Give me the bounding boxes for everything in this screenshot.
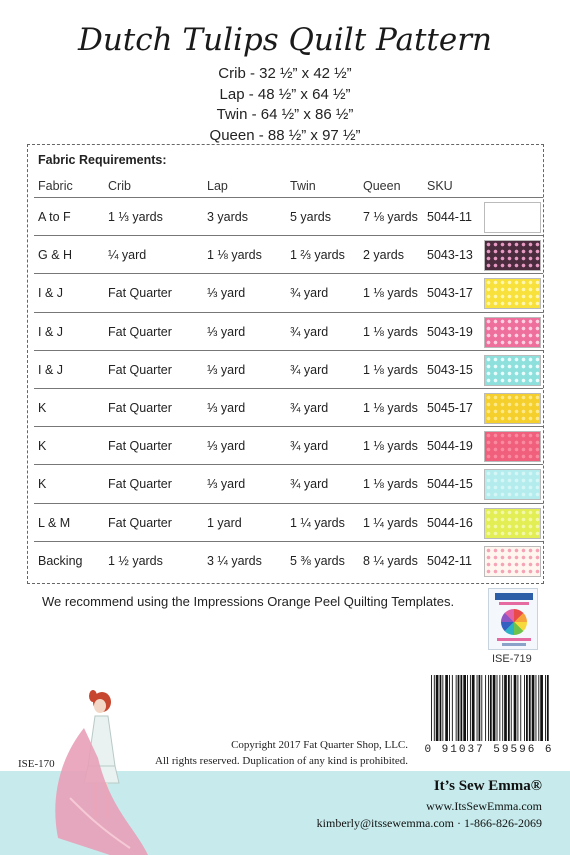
barcode-bar bbox=[490, 675, 492, 741]
barcode-bar bbox=[456, 675, 457, 741]
barcode-bar bbox=[526, 675, 528, 741]
package-script bbox=[499, 602, 529, 605]
barcode-bar bbox=[514, 675, 517, 741]
barcode-bar bbox=[472, 675, 475, 741]
table-row bbox=[34, 426, 543, 464]
cell-sku: 5043-15 bbox=[427, 362, 473, 377]
cell-fabric: K bbox=[38, 477, 47, 492]
fabric-swatch bbox=[484, 469, 541, 500]
fabric-swatch bbox=[484, 317, 541, 348]
cell-fabric: A to F bbox=[38, 210, 71, 224]
table-row bbox=[34, 235, 543, 273]
requirements-title: Fabric Requirements: bbox=[38, 153, 167, 167]
cell-sku: 5043-13 bbox=[427, 248, 473, 263]
fabric-swatch bbox=[484, 202, 541, 233]
page-title: Dutch Tulips Quilt Pattern bbox=[77, 22, 493, 58]
size-list bbox=[0, 64, 570, 146]
cell-queen: 1 ⅛ yards bbox=[363, 439, 418, 454]
package-caption bbox=[497, 638, 531, 641]
cell-twin: ¾ yard bbox=[290, 324, 329, 339]
cell-fabric: I & J bbox=[38, 362, 64, 377]
cell-queen: 1 ⅛ yards bbox=[363, 401, 418, 415]
fabric-requirements-card bbox=[27, 144, 544, 584]
barcode-bar bbox=[497, 675, 498, 741]
barcode-bar bbox=[479, 675, 481, 741]
cell-lap: ⅓ yard bbox=[207, 439, 246, 454]
cell-crib: Fat Quarter bbox=[108, 515, 172, 530]
barcode-bar bbox=[540, 675, 543, 741]
barcode-bar bbox=[538, 675, 539, 741]
cell-lap: 3 ¼ yards bbox=[207, 553, 262, 568]
cell-twin: 1 ⅔ yards bbox=[290, 248, 345, 263]
cell-crib: Fat Quarter bbox=[108, 324, 172, 339]
barcode-bar bbox=[517, 675, 518, 741]
cell-fabric: K bbox=[38, 401, 47, 415]
cell-lap: 3 yards bbox=[207, 210, 248, 224]
cell-crib: Fat Quarter bbox=[108, 362, 172, 377]
barcode-bar bbox=[545, 675, 546, 741]
cell-queen: 1 ¼ yards bbox=[363, 515, 418, 530]
header-sku: SKU bbox=[427, 179, 453, 193]
barcode-bar bbox=[493, 675, 496, 741]
cell-twin: ¾ yard bbox=[290, 439, 329, 454]
cell-sku: 5044-11 bbox=[427, 210, 472, 224]
barcode-bar bbox=[449, 675, 450, 741]
orange-peel-flower-icon bbox=[501, 609, 527, 635]
cell-crib: 1 ½ yards bbox=[108, 553, 163, 568]
table-row bbox=[34, 197, 543, 235]
fabric-swatch bbox=[484, 546, 541, 577]
barcode bbox=[421, 673, 557, 759]
barcode-bar bbox=[511, 675, 512, 741]
barcode-bar bbox=[440, 675, 442, 741]
barcode-bar bbox=[463, 675, 466, 741]
barcode-bar bbox=[467, 675, 468, 741]
cell-fabric: L & M bbox=[38, 515, 71, 530]
cell-sku: 5044-15 bbox=[427, 477, 473, 492]
table-row bbox=[34, 350, 543, 388]
contact-info: kimberly@itssewemma.com · 1-866-826-2069 bbox=[316, 816, 542, 830]
cell-queen: 1 ⅛ yards bbox=[363, 324, 418, 339]
barcode-bar bbox=[536, 675, 537, 741]
cell-crib: Fat Quarter bbox=[108, 477, 172, 492]
fabric-swatch bbox=[484, 240, 541, 271]
cell-twin: 5 yards bbox=[290, 210, 331, 224]
size-lap: Lap - 48 ½” x 64 ½” bbox=[219, 85, 351, 103]
header-fabric: Fabric bbox=[38, 179, 73, 193]
cell-sku: 5044-19 bbox=[427, 439, 473, 454]
girl-with-blanket-illustration bbox=[40, 688, 160, 855]
barcode-bar bbox=[547, 675, 549, 741]
cell-crib: Fat Quarter bbox=[108, 401, 172, 415]
cell-crib: 1 ⅓ yards bbox=[108, 210, 163, 224]
template-sku: ISE-719 bbox=[492, 653, 532, 665]
cell-crib: Fat Quarter bbox=[108, 439, 172, 454]
fabric-swatch bbox=[484, 355, 541, 386]
brand-name: It’s Sew Emma® bbox=[433, 778, 542, 794]
cell-lap: 1 yard bbox=[207, 515, 242, 530]
barcode-bar bbox=[434, 675, 435, 741]
barcode-bar bbox=[520, 675, 521, 741]
barcode-bar bbox=[502, 675, 503, 741]
barcode-bar bbox=[488, 675, 489, 741]
cell-fabric: G & H bbox=[38, 248, 73, 263]
fabric-swatch bbox=[484, 278, 541, 309]
table-row bbox=[34, 388, 543, 426]
cell-twin: ¾ yard bbox=[290, 477, 329, 492]
cell-twin: ¾ yard bbox=[290, 286, 329, 301]
size-twin: Twin - 64 ½” x 86 ½” bbox=[216, 106, 354, 123]
barcode-bar bbox=[524, 675, 525, 741]
cell-queen: 1 ⅛ yards bbox=[363, 477, 418, 492]
copyright-line-1: Copyright 2017 Fat Quarter Shop, LLC. bbox=[231, 739, 408, 751]
barcode-bar bbox=[445, 675, 448, 741]
copyright-line-2: All rights reserved. Duplication of any kind is prohibited. bbox=[155, 755, 408, 767]
cell-queen: 8 ¼ yards bbox=[363, 553, 418, 568]
barcode-bar bbox=[470, 675, 471, 741]
pattern-code: ISE-170 bbox=[18, 758, 55, 770]
barcode-bar bbox=[431, 675, 432, 741]
barcode-bars bbox=[429, 675, 549, 741]
cell-sku: 5043-17 bbox=[427, 286, 473, 301]
template-package-image bbox=[488, 588, 538, 650]
cell-twin: 5 ⅜ yards bbox=[290, 553, 345, 568]
website-link[interactable]: www.ItsSewEmma.com bbox=[426, 799, 542, 813]
cell-lap: ⅓ yard bbox=[207, 477, 246, 492]
barcode-bar bbox=[442, 675, 443, 741]
header-queen: Queen bbox=[363, 179, 401, 193]
cell-sku: 5045-17 bbox=[427, 401, 473, 415]
barcode-bar bbox=[481, 675, 482, 741]
barcode-bar bbox=[477, 675, 478, 741]
table-row bbox=[34, 541, 543, 579]
barcode-bar bbox=[485, 675, 486, 741]
table-row bbox=[34, 312, 543, 350]
cell-queen: 1 ⅛ yards bbox=[363, 362, 418, 377]
cell-twin: ¾ yard bbox=[290, 362, 329, 377]
size-queen: Queen - 88 ½” x 97 ½” bbox=[209, 126, 361, 144]
cell-twin: 1 ¼ yards bbox=[290, 515, 345, 530]
header-crib: Crib bbox=[108, 179, 131, 193]
cell-fabric: Backing bbox=[38, 553, 83, 568]
barcode-bar bbox=[504, 675, 507, 741]
cell-lap: 1 ⅛ yards bbox=[207, 248, 262, 263]
barcode-bar bbox=[460, 675, 462, 741]
package-header bbox=[495, 593, 533, 600]
fabric-swatch bbox=[484, 508, 541, 539]
cell-fabric: I & J bbox=[38, 324, 64, 339]
barcode-bar bbox=[458, 675, 460, 741]
cell-crib: Fat Quarter bbox=[108, 286, 172, 301]
cell-sku: 5042-11 bbox=[427, 553, 472, 568]
table-row bbox=[34, 503, 543, 541]
cell-lap: ⅓ yard bbox=[207, 362, 246, 377]
cell-fabric: K bbox=[38, 439, 47, 454]
fabric-swatch bbox=[484, 393, 541, 424]
cell-crib: ¼ yard bbox=[108, 248, 147, 263]
barcode-bar bbox=[452, 675, 453, 741]
cell-sku: 5044-16 bbox=[427, 515, 473, 530]
copyright bbox=[155, 737, 408, 769]
cell-sku: 5043-19 bbox=[427, 324, 473, 339]
cell-queen: 2 yards bbox=[363, 248, 404, 263]
cell-lap: ⅓ yard bbox=[207, 401, 246, 415]
table-row bbox=[34, 273, 543, 311]
table-row bbox=[34, 464, 543, 502]
cell-fabric: I & J bbox=[38, 286, 64, 301]
size-crib: Crib - 32 ½” x 42 ½” bbox=[218, 65, 352, 82]
barcode-bar bbox=[499, 675, 500, 741]
barcode-bar bbox=[508, 675, 510, 741]
cell-lap: ⅓ yard bbox=[207, 324, 246, 339]
barcode-bar bbox=[529, 675, 531, 741]
cell-queen: 7 ⅛ yards bbox=[363, 210, 418, 224]
template-recommendation: We recommend using the Impressions Orange Peel Quilting Templates. bbox=[42, 594, 455, 609]
header-lap: Lap bbox=[207, 179, 228, 193]
header-twin: Twin bbox=[290, 179, 316, 193]
barcode-bar bbox=[436, 675, 439, 741]
cell-twin: ¾ yard bbox=[290, 401, 329, 415]
fabric-swatch bbox=[484, 431, 541, 462]
barcode-number: 0 91037 59596 6 bbox=[424, 744, 554, 756]
cell-queen: 1 ⅛ yards bbox=[363, 286, 418, 301]
cell-lap: ⅓ yard bbox=[207, 286, 246, 301]
package-caption-2 bbox=[502, 643, 526, 646]
barcode-bar bbox=[532, 675, 535, 741]
